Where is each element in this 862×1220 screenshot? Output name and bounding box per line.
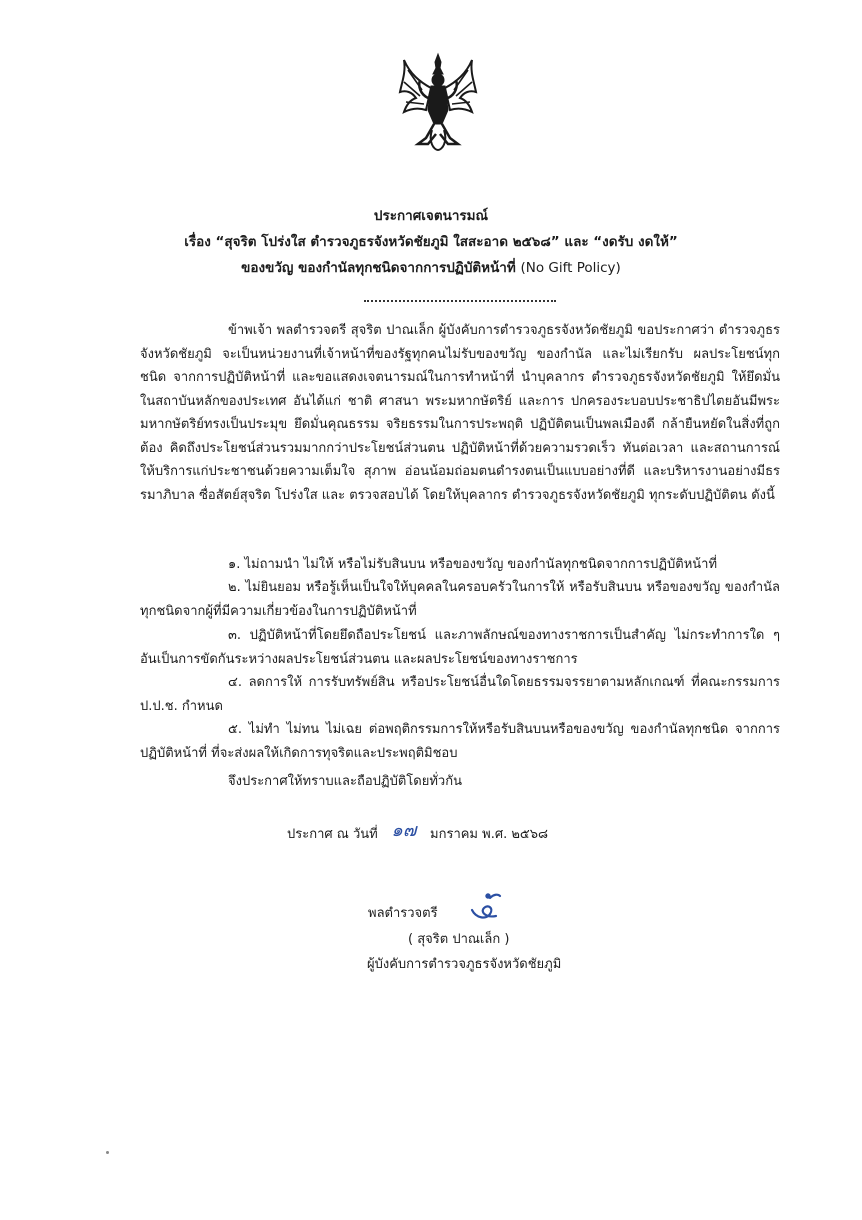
declaration-paragraph: ข้าพเจ้า พลตำรวจตรี สุจริต ปาณเล็ก ผู้บังคับการตำรวจภูธรจังหวัดชัยภูมิ ขอประกาศว่า ตำรวจภูธรจังหวัดชัยภูมิ จะเป็นหน่วยงานที่เจ้าหน้าที่ของรัฐทุกคนไม่รับของขวัญ ของกำนัล และไม่เรียกรับ ผลประโยชน์ทุกชนิด จากการปฏิบัติหน้าที่ และขอแสดงเจตนารมณ์ในการทำหน้าที่ นำบุคลากร ตำรวจภูธรจังหวัดชัยภูมิ ให้ยึดมั่น ในสถาบันหลักของประเทศ อันได้แก่ ชาติ ศาสนา พระมหากษัตริย์ และการ ปกครองระบอบประชาธิปไตยอันมีพระมหากษัตริย์ทรงเป็นประมุข ยึดมั่นคุณธรรม จริยธรรมในการประพฤติ ปฏิบัติตนเป็นพลเมืองดี กล้ายืนหยัดในสิ่งที่ถูกต้อง คิดถึงประโยชน์ส่วนรวมมากกว่าประโยชน์ส่วนตน ปฏิบัติหน้าที่ด้วยความรวดเร็ว ทันต่อเวลา และสถานการณ์ ให้บริการแก่ประชาชนด้วยความเต็มใจ สุภาพ อ่อนน้อมถ่อมตนดำรงตนเป็นแบบอย่างที่ดี และบริหารงานอย่างมีธรรมาภิบาล ซื่อสัตย์สุจริต โปร่งใส และ ตรวจสอบได้ โดยให้บุคลากร ตำรวจภูธรจังหวัดชัยภูมิ ทุกระดับปฏิบัติตน ดังนี้	[140, 323, 780, 503]
list-item: ๒. ไม่ยินยอม หรือรู้เห็นเป็นใจให้บุคคลในครอบครัวในการให้ หรือรับสินบน หรือของขวัญ ของกำนัลทุกชนิดจากผู้ที่มีความเกี่ยวข้องในการปฏิบัติหน้าที่	[140, 580, 780, 619]
announcement-date	[287, 817, 548, 846]
announcement-title: ประกาศเจตนารมณ์	[373, 208, 489, 224]
announcement-subject: เรื่อง “สุจริต โปร่งใส ตำรวจภูธรจังหวัดชัยภูมิ ใสสะอาด ๒๕๖๘” และ “งดรับ งดให้”	[184, 234, 678, 250]
scan-speck	[106, 1151, 109, 1154]
subject-thai-text: ของขวัญ ของกำนัลทุกชนิดจากการปฏิบัติหน้าที่	[241, 260, 521, 276]
announcement-subject-continued	[0, 256, 862, 278]
signature-mark-icon	[466, 888, 506, 924]
dotted-divider	[364, 300, 556, 302]
list-item: ๔. ลดการให้ การรับทรัพย์สิน หรือประโยชน์อื่นใดโดยธรรมจรรยาตามหลักเกณฑ์ ที่คณะกรรมการ ป.ป.ช. กำหนด	[140, 675, 780, 714]
date-month-year: มกราคม พ.ศ. ๒๕๖๘	[430, 827, 549, 842]
date-prefix: ประกาศ ณ วันที่	[287, 827, 378, 842]
handwritten-day: ๑๗	[391, 820, 417, 841]
closing-statement: จึงประกาศให้ทราบและถือปฏิบัติโดยทั่วกัน	[228, 774, 462, 789]
signatory-position: ผู้บังคับการตำรวจภูธรจังหวัดชัยภูมิ	[367, 957, 562, 972]
list-item: ๓. ปฏิบัติหน้าที่โดยยึดถือประโยชน์ และภาพลักษณ์ของทางราชการเป็นสำคัญ ไม่กระทำการใด ๆ อันเป็นการขัดกันระหว่างผลประโยชน์ส่วนตน และผลประโยชน์ของทางราชการ	[140, 628, 780, 667]
signatory-rank: พลตำรวจตรี	[368, 906, 438, 921]
list-item: ๕. ไม่ทำ ไม่ทน ไม่เฉย ต่อพฤติกรรมการให้หรือรับสินบนหรือของขวัญ ของกำนัลทุกชนิด จากการปฏิบัติหน้าที่ ที่จะส่งผลให้เกิดการทุจริตและประพฤติมิชอบ	[140, 722, 780, 761]
signatory-name: ( สุจริต ปาณเล็ก )	[408, 932, 510, 947]
garuda-emblem-icon	[398, 52, 478, 152]
subject-latin-text: (No Gift Policy)	[520, 260, 621, 276]
list-item: ๑. ไม่ถามนำ ไม่ให้ หรือไม่รับสินบน หรือของขวัญ ของกำนัลทุกชนิดจากการปฏิบัติหน้าที่	[228, 557, 718, 572]
